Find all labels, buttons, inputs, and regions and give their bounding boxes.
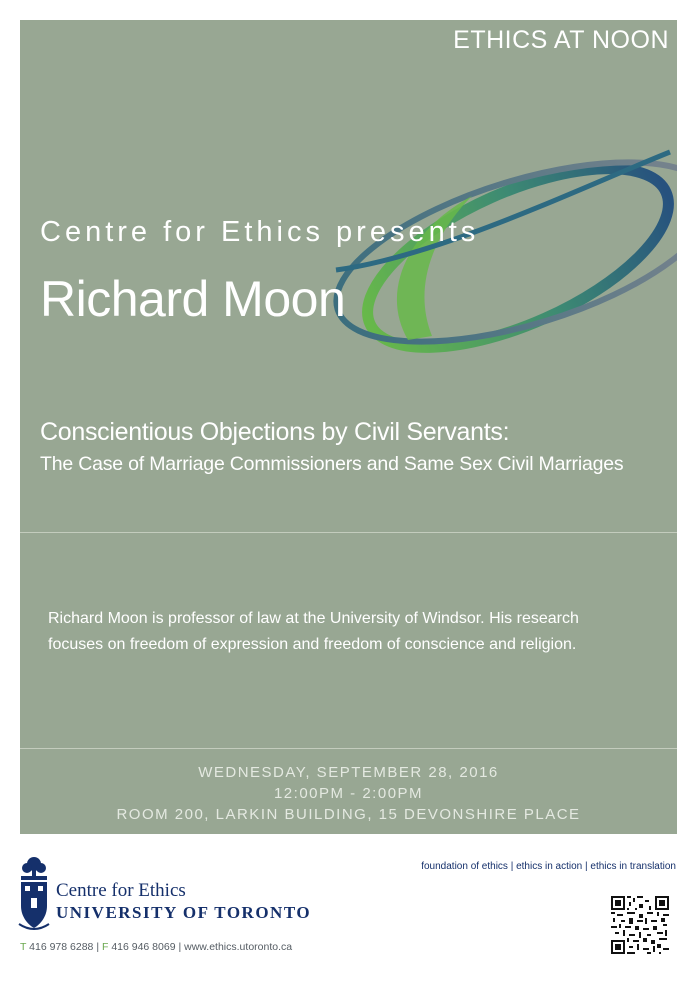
centre-name: Centre for Ethics [56, 880, 186, 901]
separator: | [178, 941, 182, 953]
poster-panel [20, 20, 677, 834]
fax-label: F [101, 941, 109, 953]
phone-number: 416 978 6288 [29, 941, 94, 953]
fax-number: 416 946 8069 [111, 941, 176, 953]
presents-heading: Centre for Ethics presents [40, 216, 480, 248]
divider-top [20, 532, 677, 533]
bio-line: Richard Moon is professor of law at the University of Windsor. His research [48, 610, 579, 627]
talk-subtitle: The Case of Marriage Commissioners and Same Sex Civil Marriages [40, 453, 624, 475]
bio-line: focuses on freedom of expression and freedom of conscience and religion. [48, 636, 577, 653]
speaker-bio [48, 606, 668, 658]
event-location: ROOM 200, LARKIN BUILDING, 15 DEVONSHIRE PLACE [116, 806, 581, 823]
university-crest-icon [15, 854, 53, 934]
contact-line [20, 941, 292, 953]
event-details [20, 762, 677, 825]
separator: | [96, 941, 100, 953]
event-time: 12:00PM - 2:00PM [273, 785, 424, 802]
university-name: UNIVERSITY OF TORONTO [56, 903, 312, 922]
phone-label: T [20, 941, 27, 953]
series-title: ETHICS AT NOON [453, 26, 669, 54]
speaker-name: Richard Moon [40, 271, 346, 327]
divider-bottom [20, 748, 677, 749]
talk-title: Conscientious Objections by Civil Servants: [40, 418, 510, 446]
tagline: foundation of ethics | ethics in action | ethics in translation [421, 861, 676, 872]
event-date: WEDNESDAY, SEPTEMBER 28, 2016 [198, 764, 499, 781]
qr-code-icon[interactable] [611, 896, 669, 954]
website-link[interactable]: www.ethics.utoronto.ca [184, 941, 293, 953]
